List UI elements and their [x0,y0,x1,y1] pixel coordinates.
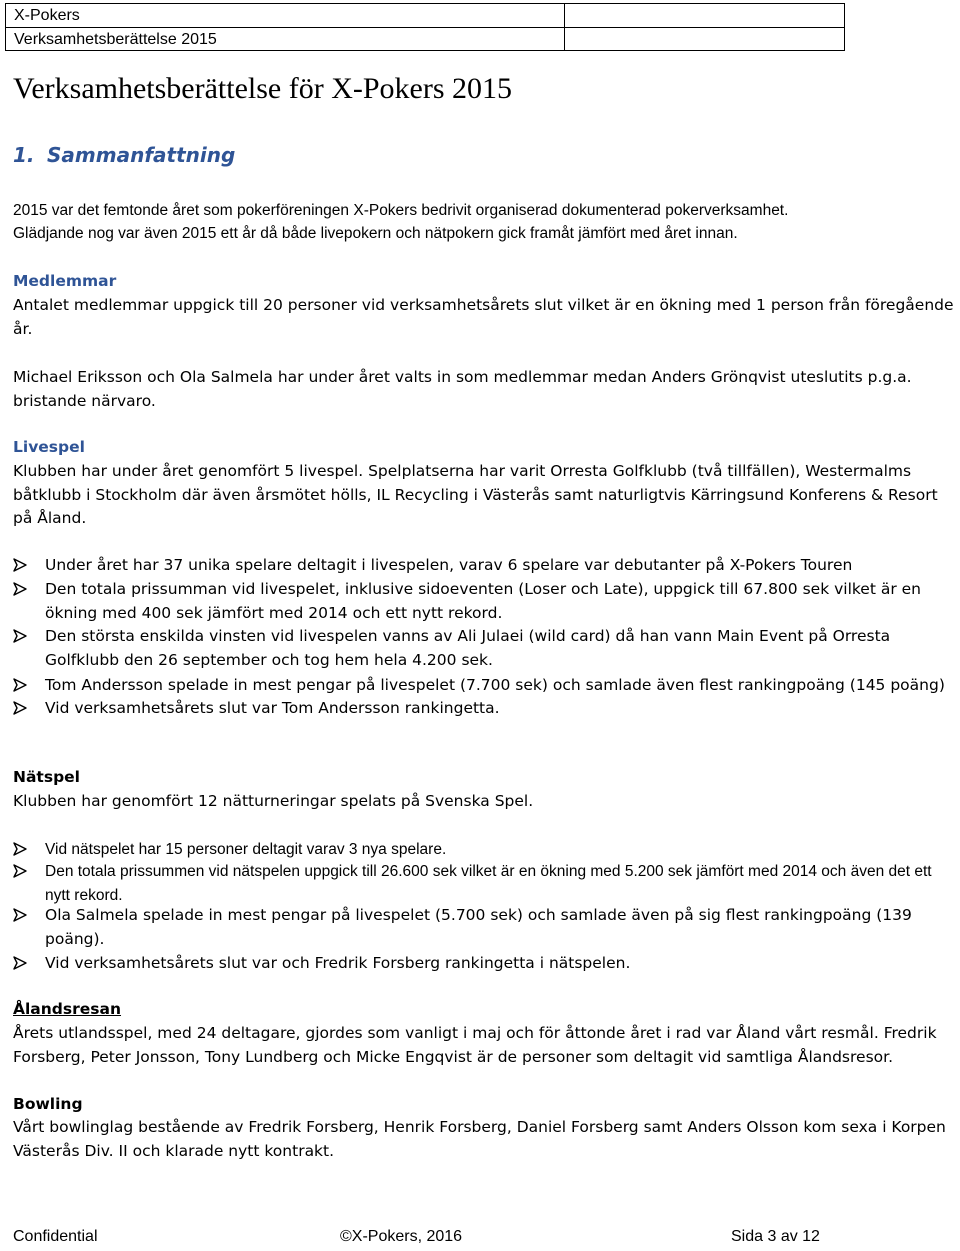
list-item [13,578,954,625]
heading-alandsresan: Ålandsresan [13,1000,122,1018]
footer-page-number: Sida 3 av 12 [731,1228,820,1245]
list-item-text: Ola Salmela spelade in mest pengar på livespelet (5.700 sek) och samlade även på sig flest rankingpoäng (139 poäng). [45,906,912,948]
paragraph: Michael Eriksson och Ola Salmela har under året valts in som medlemmar medan Anders Grönqvist uteslutits p.g.a. bristande närvaro. [13,368,912,410]
header-row [6,28,844,51]
header-table [5,3,845,51]
header-doc: Verksamhetsberättelse 2015 [6,28,565,51]
section-heading [13,143,235,167]
list-item-text: Under året har 37 unika spelare deltagit i livespelen, varav 6 spelare var debutanter på X-Pokers Touren [45,556,853,574]
list-item [13,697,954,721]
header-row [6,4,844,28]
heading-natspel: Nätspel [13,768,80,786]
header-org: X-Pokers [6,4,565,27]
list-item [13,952,954,976]
list-item-text: Den totala prissummen vid nätspelen uppgick till 26.600 sek vilket är en ökning med 5.200 sek jämfört med 2014 och även det ett nytt rekord. [45,863,932,904]
arrow-bullet-icon [13,697,33,720]
paragraph: Klubben har genomfört 12 nätturneringar spelats på Svenska Spel. [13,792,534,810]
header-empty-cell [565,4,844,27]
list-item-text: Vid verksamhetsårets slut var och Fredrik Forsberg rankingetta i nätspelen. [45,954,631,972]
list-item-text: Tom Andersson spelade in mest pengar på livespelet (7.700 sek) och samlade även flest rankingpoäng (145 poäng) [45,676,945,694]
list-item-text: Den största enskilda vinsten vid livespelen vanns av Ali Julaei (wild card) då han vann Main Event på Orresta Golfklubb den 26 september och tog hem hela 4.200 sek. [45,627,891,669]
paragraph: Klubben har under året genomfört 5 livespel. Spelplatserna har varit Orresta Golfklubb (två tillfällen), Westermalms båtklubb i Stockholm där även årsmötet hölls, IL Recycling i Västerås samt naturligtvis Kärringsund Konferens & Resort på Åland. [13,462,938,527]
heading-bowling: Bowling [13,1095,83,1113]
list-item [13,860,954,907]
list-item [13,904,954,951]
arrow-bullet-icon [13,625,33,648]
arrow-bullet-icon [13,578,33,601]
list-item [13,838,954,862]
arrow-bullet-icon [13,554,33,577]
arrow-bullet-icon [13,952,33,975]
intro-line: Glädjande nog var även 2015 ett år då både livepokern och nätpokern gick framåt jämfört med året innan. [13,225,738,242]
list-item-text: Den totala prissumman vid livespelet, inklusive sidoeventen (Loser och Late), uppgick till 67.800 sek vilket är en ökning med 400 sek jämfört med 2014 och ett nytt rekord. [45,580,921,622]
section-number: 1. [13,143,35,167]
section-label: Sammanfattning [47,143,236,167]
page-footer [13,1228,833,1250]
arrow-bullet-icon [13,860,33,883]
arrow-bullet-icon [13,674,33,697]
footer-copyright: ©X-Pokers, 2016 [340,1228,463,1245]
footer-confidential: Confidential [13,1228,98,1245]
list-item [13,554,954,578]
header-empty-cell [565,28,844,51]
list-item-text: Vid nätspelet har 15 personer deltagit varav 3 nya spelare. [45,841,447,858]
intro-line: 2015 var det femtonde året som pokerföreningen X-Pokers bedrivit organiserad dokumenterad pokerverksamhet. [13,202,789,219]
heading-medlemmar: Medlemmar [13,272,117,290]
paragraph: Vårt bowlinglag bestående av Fredrik Forsberg, Henrik Forsberg, Daniel Forsberg samt Anders Olsson kom sexa i Korpen Västerås Div. II och klarade nytt kontrakt. [13,1118,946,1160]
list-item-text: Vid verksamhetsårets slut var Tom Andersson rankingetta. [45,699,500,717]
arrow-bullet-icon [13,904,33,927]
list-item [13,674,954,698]
paragraph: Antalet medlemmar uppgick till 20 personer vid verksamhetsårets slut vilket är en ökning med 1 person från föregående år. [13,296,954,338]
list-item [13,625,954,672]
heading-livespel: Livespel [13,438,85,456]
paragraph: Årets utlandsspel, med 24 deltagare, gjordes som vanligt i maj och för åttonde året i rad var Åland vårt resmål. Fredrik Forsberg, Peter Jonsson, Tony Lundberg och Micke Engqvist är de personer som deltagit vid samtliga Ålandsresor. [13,1024,937,1066]
arrow-bullet-icon [13,838,33,861]
document-title: Verksamhetsberättelse för X-Pokers 2015 [13,72,513,105]
